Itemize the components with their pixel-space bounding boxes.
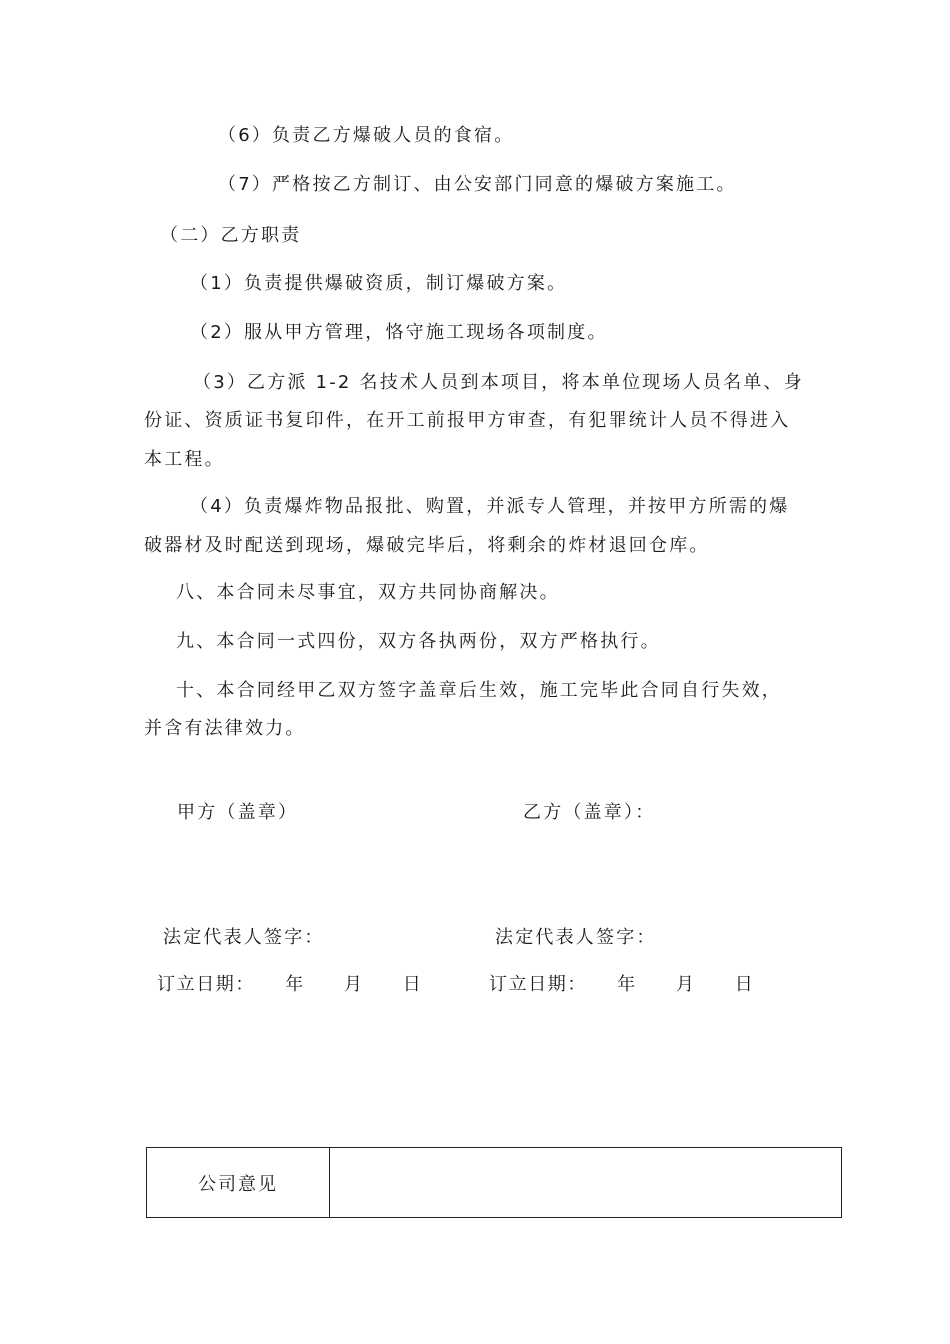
duty-item-1: （1）负责提供爆破资质，制订爆破方案。 [190,273,568,294]
duty-item-3-line-3: 本工程。 [144,449,225,470]
section-heading-party-b-duties: （二）乙方职责 [160,225,302,246]
clause-8: 八、本合同未尽事宜，双方共同协商解决。 [176,582,560,603]
company-opinion-label: 公司意见 [198,1173,278,1195]
duty-item-4-line-1: （4）负责爆炸物品报批、购置，并派专人管理，并按甲方所需的爆 [190,496,790,517]
clause-10-line-2: 并含有法律效力。 [144,718,306,739]
duty-item-3-line-1: （3）乙方派 1-2 名技术人员到本项目，将本单位现场人员名单、身 [193,372,804,393]
clause-item-6: （6）负责乙方爆破人员的食宿。 [218,125,515,146]
duty-item-2: （2）服从甲方管理，恪守施工现场各项制度。 [190,322,608,343]
party-a-representative-label: 法定代表人签字： [163,927,325,948]
clause-10-line-1: 十、本合同经甲乙双方签字盖章后生效，施工完毕此合同自行失效， [176,680,782,701]
clause-item-7: （7）严格按乙方制订、由公安部门同意的爆破方案施工。 [218,174,737,195]
party-b-date-label: 订立日期： 年 月 日 [489,974,755,995]
clause-9: 九、本合同一式四份，双方各执两份，双方严格执行。 [176,631,661,652]
duty-item-3-line-2: 份证、资质证书复印件，在开工前报甲方审查，有犯罪统计人员不得进入 [144,410,791,431]
party-b-seal-label: 乙方（盖章）： [523,802,656,823]
party-a-date-label: 订立日期： 年 月 日 [157,974,423,995]
duty-item-4-line-2: 破器材及时配送到现场，爆破完毕后，将剩余的炸材退回仓库。 [144,535,710,556]
company-opinion-table [146,1147,842,1218]
party-b-representative-label: 法定代表人签字： [495,927,657,948]
party-a-seal-label: 甲方（盖章） [177,802,299,823]
company-opinion-cell [330,1148,841,1217]
